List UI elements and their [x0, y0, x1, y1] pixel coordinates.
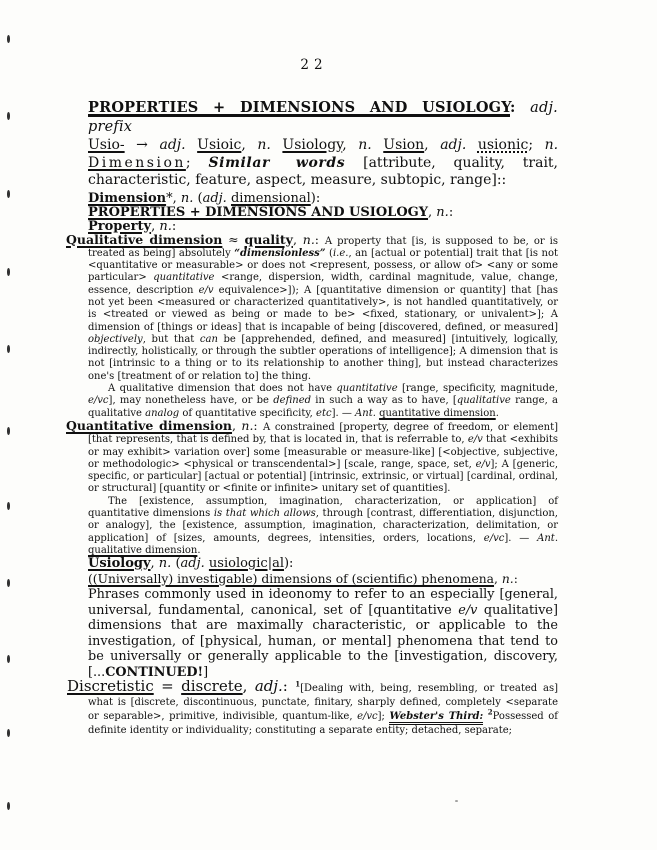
binding-mark-icon — [7, 112, 10, 120]
binding-mark-icon — [7, 579, 10, 587]
binding-mark-icon — [7, 190, 10, 198]
definition-universal-dimensions: Phrases commonly used in ideonomy to refer to an especially [general, universal, fundamental, canonical, set of [quantitative e/v qualitative] dimensions that are maximally characteristic, or applicable to the investigation, of [physical, human, or mental] phenomena that tend to be universally or generally applicable to the [investigation, discovery, [...CONTINUED!] — [88, 587, 558, 680]
binding-mark-icon — [7, 345, 10, 353]
binding-mark-icon — [7, 427, 10, 435]
scan-speck — [455, 800, 458, 802]
page-content — [66, 98, 559, 737]
subentry-list — [88, 192, 558, 234]
entry-properties-heading: PROPERTIES + DIMENSIONS AND USIOLOGY: adj. prefix — [88, 99, 558, 135]
binding-mark-icon — [7, 655, 10, 663]
subentry-property: Property, n.: — [88, 218, 177, 234]
subentry-usiology: Usiology, n. (adj. usiologic|al): — [88, 556, 294, 572]
binding-mark-icon — [7, 35, 10, 43]
binding-mark-icon — [7, 268, 10, 276]
entry-discretistic: Discretistic = discrete, adj.: $^1$[Dealing with, being, resembling, or treated as] what is [discrete, discontinuous, punctate, finitary, sharply defined, completely <separate or separable>, primitive, indivisible, quantum-like, e/vc]; Webster's Third: $^2$Possessed of definite identity or individuality; constituting a separate entity; detached, separate; — [67, 677, 559, 736]
definition-qualitative-dimension-note: A qualitative dimension that does not have quantitative [range, specificity, magnitude, e/vc], may nonetheless have, or be defined in such a way as to have, [qualitative range, a qualitative analog of quantitative specificity, etc]. — Ant. quantitative dimension. — [88, 383, 559, 419]
binding-mark-icon — [7, 802, 10, 810]
definition-quantitative-dimension-note: The [existence, assumption, imagination, characterization, or application] of quantitative dimensions is that which allows, through [contrast, differentiation, disjunction, or analogy], the [existence, assumption, imagination, characterization, delimitation, or application] of [sizes, amounts, degrees, intensities, orders, locations, e/vc]. — Ant. qualitative dimension. — [88, 495, 558, 556]
binding-mark-icon — [7, 729, 10, 737]
entry-properties-word-forms: Usio- → adj. Usioic, n. Usiology, n. Usion, adj. usionic; n. Dimension; Similar words [attribute, quality, trait, characteristic, feature, aspect, measure, subtopic, range]:: — [88, 137, 559, 188]
subentry-dimension: Dimension*, n. (adj. dimensional): — [88, 190, 321, 206]
definition-quantitative-dimension: Quantitative dimension, n.: A constrained [property, degree of freedom, or element] [that represents, that is defined by, that is located in, that is referrable to, e/v that <exhibits or may exhibit> variation over] some [measurable or measure-like] [<objective, subjective, or methodologic> <physical or transcendental>] [scale, range, space, set, e/v]; A [generic, specific, or particular] [actual or potential] [intrinsic, extrinsic, or virtual] [cardinal, ordinal, or structural] [quantity or <finite or infinite> unitary set of quantities]. — [66, 417, 559, 495]
subentry-universal-dimensions: ((Universally) investigable) dimensions of (scientific) phenomena, n.: — [88, 572, 518, 587]
definition-qualitative-dimension: Qualitative dimension ≈ quality, n.: A property that [is, is supposed to be, or is treated as being] absolutely “dimensionless” (i.e., an [actual or potential] trait that [is not <quantitative or measurable> or does not <represent, possess, or allow of> <any or some particular> quantitative <range, dispersion, width, cardinal magnitude, value, change, essence, description e/v equivalence>]); A [quantitative dimension or quantity] that [has not yet been <measured or characterized quantitatively>, is not handled quantitatively, or is <treated or viewed as being or made to be> <fixed, stationary, or univalent>]; A dimension of [things or ideas] that is incapable of being [discovered, defined, or measured] objectively, but that can be [apprehended, defined, and measured] [intuitively, logically, indirectly, holistically, or through the subtler operations of intelligence]; A dimension that is not [intrinsic to a thing or to its relationship to another thing], but instead characterizes one's [treatment of or relation to] the thing. — [66, 231, 559, 382]
subentry-properties-dimensions-usiology: PROPERTIES + DIMENSIONS AND USIOLOGY, n.: — [88, 204, 454, 220]
page-number: 22 — [300, 57, 328, 73]
binding-mark-icon — [7, 502, 10, 510]
